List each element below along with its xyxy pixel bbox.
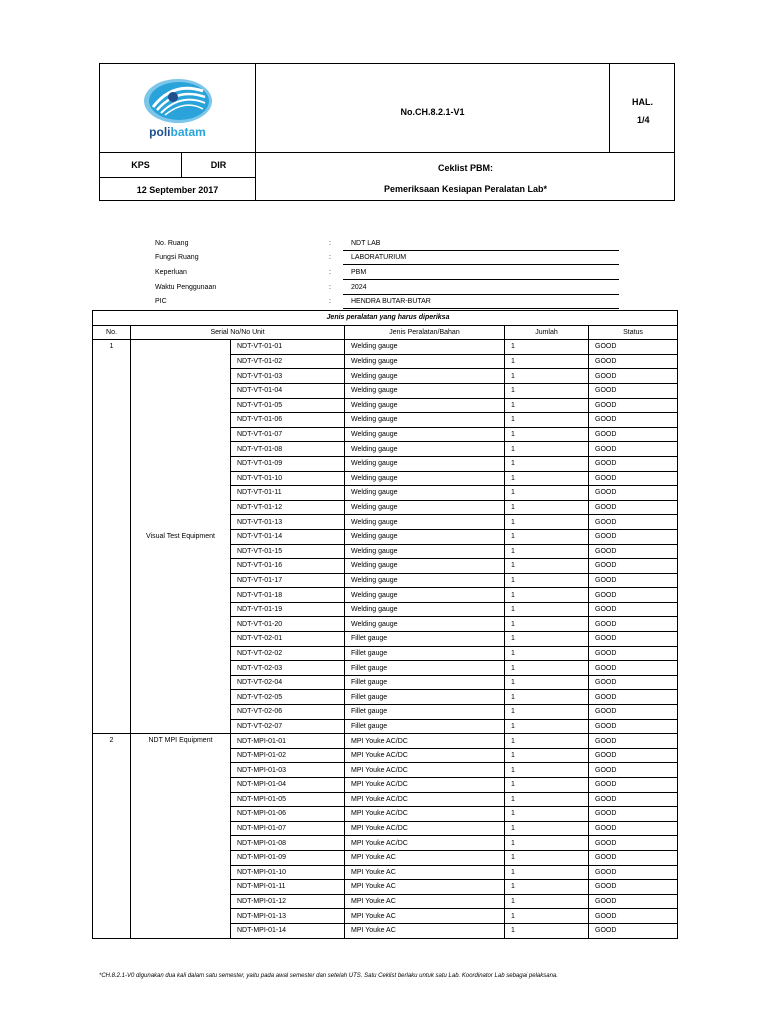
status-cell: GOOD — [589, 763, 678, 778]
serial-cell: NDT-VT-01-10 — [231, 471, 345, 486]
serial-cell: NDT-MPI-01-14 — [231, 923, 345, 938]
jumlah-cell: 1 — [505, 340, 589, 355]
kps-label: KPS — [131, 160, 150, 170]
jumlah-cell: 1 — [505, 529, 589, 544]
col-header-jumlah: Jumlah — [505, 325, 589, 340]
serial-cell: NDT-MPI-01-01 — [231, 734, 345, 749]
jenis-cell: MPI Youke AC/DC — [345, 807, 505, 822]
status-cell: GOOD — [589, 486, 678, 501]
jenis-cell: Welding gauge — [345, 383, 505, 398]
group-number: 1 — [93, 340, 131, 734]
status-cell: GOOD — [589, 529, 678, 544]
status-cell: GOOD — [589, 705, 678, 720]
status-cell: GOOD — [589, 909, 678, 924]
serial-cell: NDT-VT-02-06 — [231, 705, 345, 720]
status-cell: GOOD — [589, 340, 678, 355]
jumlah-cell: 1 — [505, 778, 589, 793]
jenis-cell: Welding gauge — [345, 544, 505, 559]
serial-cell: NDT-VT-02-02 — [231, 646, 345, 661]
info-value: PBM — [343, 269, 619, 280]
jenis-cell: Welding gauge — [345, 456, 505, 471]
jenis-cell: Fillet gauge — [345, 675, 505, 690]
info-row-function — [155, 253, 625, 267]
jumlah-cell: 1 — [505, 559, 589, 574]
serial-cell: NDT-MPI-01-02 — [231, 748, 345, 763]
serial-cell: NDT-VT-01-17 — [231, 573, 345, 588]
table-row — [93, 734, 678, 749]
info-label: No. Ruang — [155, 240, 189, 247]
info-row-pic — [155, 297, 625, 311]
jumlah-cell: 1 — [505, 748, 589, 763]
serial-cell: NDT-MPI-01-06 — [231, 807, 345, 822]
status-cell: GOOD — [589, 748, 678, 763]
jumlah-cell: 1 — [505, 486, 589, 501]
jumlah-cell: 1 — [505, 719, 589, 734]
status-cell: GOOD — [589, 398, 678, 413]
status-cell: GOOD — [589, 354, 678, 369]
serial-cell: NDT-VT-01-09 — [231, 456, 345, 471]
jenis-cell: Fillet gauge — [345, 661, 505, 676]
jumlah-cell: 1 — [505, 894, 589, 909]
info-row-room — [155, 239, 625, 253]
jenis-cell: MPI Youke AC/DC — [345, 748, 505, 763]
serial-cell: NDT-MPI-01-09 — [231, 850, 345, 865]
polibatam-logo-icon — [143, 77, 213, 127]
jenis-cell: Welding gauge — [345, 515, 505, 530]
jenis-cell: Fillet gauge — [345, 690, 505, 705]
table-header-row — [93, 325, 678, 340]
jumlah-cell: 1 — [505, 646, 589, 661]
info-row-purpose — [155, 268, 625, 282]
status-cell: GOOD — [589, 778, 678, 793]
logo-text-batam: batam — [170, 125, 206, 139]
jumlah-cell: 1 — [505, 705, 589, 720]
jenis-cell: Welding gauge — [345, 398, 505, 413]
jumlah-cell: 1 — [505, 909, 589, 924]
jenis-cell: Welding gauge — [345, 486, 505, 501]
serial-cell: NDT-MPI-01-12 — [231, 894, 345, 909]
serial-cell: NDT-VT-02-01 — [231, 632, 345, 647]
status-cell: GOOD — [589, 807, 678, 822]
info-value: LABORATURIUM — [343, 254, 619, 265]
jumlah-cell: 1 — [505, 369, 589, 384]
table-title: Jenis peralatan yang harus diperiksa — [93, 311, 678, 326]
status-cell: GOOD — [589, 442, 678, 457]
serial-cell: NDT-MPI-01-10 — [231, 865, 345, 880]
jenis-cell: Welding gauge — [345, 559, 505, 574]
serial-cell: NDT-VT-01-11 — [231, 486, 345, 501]
serial-cell: NDT-VT-01-15 — [231, 544, 345, 559]
serial-cell: NDT-VT-01-13 — [231, 515, 345, 530]
status-cell: GOOD — [589, 500, 678, 515]
jumlah-cell: 1 — [505, 763, 589, 778]
jenis-cell: Welding gauge — [345, 340, 505, 355]
group-name: Visual Test Equipment — [131, 340, 231, 734]
checklist-title: Ceklist PBM: — [437, 163, 493, 173]
jumlah-cell: 1 — [505, 675, 589, 690]
jumlah-cell: 1 — [505, 850, 589, 865]
status-cell: GOOD — [589, 675, 678, 690]
jenis-cell: MPI Youke AC — [345, 850, 505, 865]
serial-cell: NDT-VT-02-05 — [231, 690, 345, 705]
jenis-cell: Welding gauge — [345, 354, 505, 369]
serial-cell: NDT-VT-01-01 — [231, 340, 345, 355]
jenis-cell: Welding gauge — [345, 427, 505, 442]
serial-cell: NDT-MPI-01-07 — [231, 821, 345, 836]
info-value: HENDRA BUTAR-BUTAR — [343, 298, 619, 309]
jumlah-cell: 1 — [505, 632, 589, 647]
checklist-subtitle: Pemeriksaan Kesiapan Peralatan Lab* — [383, 184, 548, 194]
status-cell: GOOD — [589, 821, 678, 836]
status-cell: GOOD — [589, 588, 678, 603]
serial-cell: NDT-VT-01-12 — [231, 500, 345, 515]
info-row-usage-time — [155, 283, 625, 297]
jenis-cell: MPI Youke AC/DC — [345, 763, 505, 778]
jenis-cell: Welding gauge — [345, 573, 505, 588]
col-header-status: Status — [589, 325, 678, 340]
info-label: Fungsi Ruang — [155, 254, 199, 261]
jumlah-cell: 1 — [505, 500, 589, 515]
group-name: NDT MPI Equipment — [131, 734, 231, 938]
status-cell: GOOD — [589, 719, 678, 734]
serial-cell: NDT-VT-01-06 — [231, 413, 345, 428]
jumlah-cell: 1 — [505, 836, 589, 851]
info-colon: : — [329, 269, 331, 276]
jenis-cell: MPI Youke AC/DC — [345, 792, 505, 807]
jumlah-cell: 1 — [505, 398, 589, 413]
serial-cell: NDT-MPI-01-05 — [231, 792, 345, 807]
status-cell: GOOD — [589, 923, 678, 938]
table-body — [93, 340, 678, 938]
status-cell: GOOD — [589, 369, 678, 384]
col-header-serial: Serial No/No Unit — [131, 325, 345, 340]
col-header-jenis: Jenis Peralatan/Bahan — [345, 325, 505, 340]
jumlah-cell: 1 — [505, 515, 589, 530]
status-cell: GOOD — [589, 865, 678, 880]
col-header-no: No. — [93, 325, 131, 340]
status-cell: GOOD — [589, 617, 678, 632]
serial-cell: NDT-VT-01-20 — [231, 617, 345, 632]
jenis-cell: Welding gauge — [345, 369, 505, 384]
serial-cell: NDT-VT-01-05 — [231, 398, 345, 413]
jenis-cell: Welding gauge — [345, 602, 505, 617]
jenis-cell: Fillet gauge — [345, 632, 505, 647]
serial-cell: NDT-VT-01-03 — [231, 369, 345, 384]
info-value: 2024 — [343, 284, 619, 295]
jumlah-cell: 1 — [505, 471, 589, 486]
serial-cell: NDT-VT-02-07 — [231, 719, 345, 734]
info-label: PIC — [155, 298, 167, 305]
status-cell: GOOD — [589, 792, 678, 807]
status-cell: GOOD — [589, 836, 678, 851]
serial-cell: NDT-VT-01-04 — [231, 383, 345, 398]
serial-cell: NDT-VT-02-04 — [231, 675, 345, 690]
status-cell: GOOD — [589, 690, 678, 705]
jenis-cell: MPI Youke AC — [345, 880, 505, 895]
group-number: 2 — [93, 734, 131, 938]
serial-cell: NDT-VT-02-03 — [231, 661, 345, 676]
status-cell: GOOD — [589, 602, 678, 617]
jumlah-cell: 1 — [505, 865, 589, 880]
jumlah-cell: 1 — [505, 442, 589, 457]
status-cell: GOOD — [589, 880, 678, 895]
logo-text-poli: poli — [149, 125, 171, 139]
info-label: Waktu Penggunaan — [155, 284, 217, 291]
serial-cell: NDT-MPI-01-03 — [231, 763, 345, 778]
jumlah-cell: 1 — [505, 383, 589, 398]
document-header — [99, 63, 675, 201]
jumlah-cell: 1 — [505, 807, 589, 822]
serial-cell: NDT-VT-01-08 — [231, 442, 345, 457]
serial-cell: NDT-VT-01-02 — [231, 354, 345, 369]
jenis-cell: Fillet gauge — [345, 705, 505, 720]
jumlah-cell: 1 — [505, 880, 589, 895]
serial-cell: NDT-VT-01-07 — [231, 427, 345, 442]
logo — [100, 64, 255, 152]
jumlah-cell: 1 — [505, 923, 589, 938]
jenis-cell: Welding gauge — [345, 588, 505, 603]
serial-cell: NDT-VT-01-19 — [231, 602, 345, 617]
jumlah-cell: 1 — [505, 456, 589, 471]
jenis-cell: MPI Youke AC/DC — [345, 778, 505, 793]
document-date: 12 September 2017 — [136, 184, 219, 195]
jenis-cell: MPI Youke AC — [345, 923, 505, 938]
info-colon: : — [329, 240, 331, 247]
jumlah-cell: 1 — [505, 588, 589, 603]
jenis-cell: MPI Youke AC — [345, 894, 505, 909]
jumlah-cell: 1 — [505, 413, 589, 428]
jenis-cell: Welding gauge — [345, 442, 505, 457]
status-cell: GOOD — [589, 471, 678, 486]
jenis-cell: MPI Youke AC/DC — [345, 836, 505, 851]
status-cell: GOOD — [589, 544, 678, 559]
status-cell: GOOD — [589, 383, 678, 398]
jenis-cell: MPI Youke AC — [345, 909, 505, 924]
jenis-cell: Fillet gauge — [345, 719, 505, 734]
jumlah-cell: 1 — [505, 661, 589, 676]
jumlah-cell: 1 — [505, 734, 589, 749]
serial-cell: NDT-MPI-01-04 — [231, 778, 345, 793]
info-colon: : — [329, 284, 331, 291]
hal-label: HAL. — [632, 97, 653, 107]
hal-value: 1/4 — [637, 115, 650, 125]
jumlah-cell: 1 — [505, 544, 589, 559]
jumlah-cell: 1 — [505, 573, 589, 588]
jumlah-cell: 1 — [505, 690, 589, 705]
jumlah-cell: 1 — [505, 602, 589, 617]
status-cell: GOOD — [589, 515, 678, 530]
jumlah-cell: 1 — [505, 821, 589, 836]
jenis-cell: Welding gauge — [345, 413, 505, 428]
status-cell: GOOD — [589, 559, 678, 574]
dir-label: DIR — [210, 160, 227, 170]
jenis-cell: MPI Youke AC/DC — [345, 734, 505, 749]
status-cell: GOOD — [589, 427, 678, 442]
jumlah-cell: 1 — [505, 792, 589, 807]
status-cell: GOOD — [589, 850, 678, 865]
equipment-table — [92, 310, 678, 939]
status-cell: GOOD — [589, 413, 678, 428]
serial-cell: NDT-VT-01-18 — [231, 588, 345, 603]
jenis-cell: Fillet gauge — [345, 646, 505, 661]
serial-cell: NDT-MPI-01-13 — [231, 909, 345, 924]
jenis-cell: MPI Youke AC — [345, 865, 505, 880]
status-cell: GOOD — [589, 632, 678, 647]
serial-cell: NDT-MPI-01-11 — [231, 880, 345, 895]
jumlah-cell: 1 — [505, 617, 589, 632]
info-value: NDT LAB — [343, 240, 619, 251]
serial-cell: NDT-MPI-01-08 — [231, 836, 345, 851]
status-cell: GOOD — [589, 456, 678, 471]
info-label: Keperluan — [155, 269, 187, 276]
jenis-cell: Welding gauge — [345, 529, 505, 544]
jumlah-cell: 1 — [505, 427, 589, 442]
table-row — [93, 340, 678, 355]
status-cell: GOOD — [589, 734, 678, 749]
info-colon: : — [329, 298, 331, 305]
footnote: *CH.8.2.1-V0 digunakan dua kali dalam satu semester, yaitu pada awal semester dan setelah UTS. Satu Ceklist berlaku untuk satu Lab. Koordinator Lab sebagai pelaksana. — [99, 973, 558, 979]
serial-cell: NDT-VT-01-14 — [231, 529, 345, 544]
status-cell: GOOD — [589, 894, 678, 909]
status-cell: GOOD — [589, 573, 678, 588]
jenis-cell: Welding gauge — [345, 617, 505, 632]
document-number: No.CH.8.2.1-V1 — [400, 106, 465, 117]
info-colon: : — [329, 254, 331, 261]
status-cell: GOOD — [589, 661, 678, 676]
jenis-cell: Welding gauge — [345, 471, 505, 486]
jumlah-cell: 1 — [505, 354, 589, 369]
jenis-cell: Welding gauge — [345, 500, 505, 515]
table-title-row — [93, 311, 678, 326]
status-cell: GOOD — [589, 646, 678, 661]
jenis-cell: MPI Youke AC/DC — [345, 821, 505, 836]
serial-cell: NDT-VT-01-16 — [231, 559, 345, 574]
